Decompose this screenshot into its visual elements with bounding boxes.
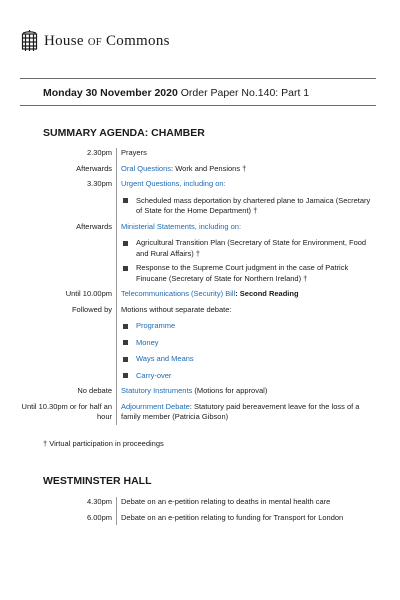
bullet-square-icon <box>123 266 128 271</box>
agenda-row <box>20 513 376 526</box>
list-item: Scheduled mass deportation by chartered plane to Jamaica (Secretary of State for the Home Department) † <box>121 196 376 217</box>
agenda-row <box>20 289 376 305</box>
bullet-square-icon <box>123 373 128 378</box>
urgent-questions-link[interactable]: Urgent Questions, including on: <box>121 179 226 188</box>
money-link[interactable]: Money <box>136 337 159 347</box>
house-of-commons-logo <box>20 28 170 54</box>
portcullis-icon <box>20 29 39 53</box>
agenda-item: Adjournment Debate: Statutory paid bereavement leave for the loss of a family member (Patricia Gibson) <box>116 402 376 425</box>
agenda-time: 2.30pm <box>86 148 112 157</box>
list-item <box>121 321 376 332</box>
list-item: Agricultural Transition Plan (Secretary of State for Environment, Food and Rural Affairs) † <box>121 238 376 259</box>
agenda-time: Until 10.00pm <box>65 289 112 298</box>
header-rule-top <box>20 78 376 79</box>
agenda-item-prayers: Prayers <box>116 148 376 164</box>
bullet-square-icon <box>123 324 128 329</box>
list-item <box>121 354 376 365</box>
agenda-time: 6.00pm <box>86 512 112 522</box>
agenda-item: Motions without separate debate: Programme Money Ways and Means Carry-over <box>116 305 376 387</box>
agenda-row <box>20 148 376 164</box>
agenda-row <box>20 305 376 387</box>
agenda-time: Afterwards <box>76 163 112 173</box>
bullet-square-icon <box>123 357 128 362</box>
agenda-item: Statutory Instruments (Motions for approval) <box>116 386 376 402</box>
agenda-item: Debate on an e-petition relating to funding for Transport for London <box>116 513 376 526</box>
agenda-row <box>20 222 376 290</box>
statutory-instruments-link[interactable]: Statutory Instruments <box>121 386 193 395</box>
agenda-row <box>20 402 376 425</box>
agenda-item: Oral Questions: Work and Pensions † <box>116 164 376 180</box>
agenda-time: Followed by <box>71 304 112 314</box>
agenda-item: Debate on an e-petition relating to deaths in mental health care <box>116 497 376 513</box>
carry-over-link[interactable]: Carry-over <box>136 370 172 380</box>
agenda-time: No debate <box>77 386 112 395</box>
ways-and-means-link[interactable]: Ways and Means <box>136 354 194 363</box>
bullet-square-icon <box>123 198 128 203</box>
list-item: Response to the Supreme Court judgment in the case of Patrick Finucane (Secretary of State for Northern Ireland) † <box>121 263 376 284</box>
bullet-square-icon <box>123 241 128 246</box>
virtual-participation-note: † Virtual participation in proceedings <box>43 439 164 448</box>
order-paper-title: Monday 30 November 2020 Order Paper No.140: Part 1 <box>43 87 310 99</box>
westminster-hall-title: WESTMINSTER HALL <box>43 475 152 487</box>
agenda-time: 4.30pm <box>86 497 112 506</box>
westminster-agenda <box>20 497 376 525</box>
agenda-time: Until 10.30pm or for half an hour <box>21 401 112 421</box>
agenda-row <box>20 386 376 402</box>
agenda-time: Afterwards <box>76 221 112 231</box>
agenda-item <box>116 222 376 290</box>
logo-wordmark: House OF Commons <box>44 32 170 49</box>
agenda-row <box>20 179 376 222</box>
ministerial-statements-link[interactable]: Ministerial Statements, including on: <box>121 221 242 231</box>
agenda-row <box>20 164 376 180</box>
list-item <box>121 338 376 349</box>
agenda-time: 3.30pm <box>86 179 112 188</box>
list-item <box>121 371 376 382</box>
chamber-agenda <box>20 148 376 425</box>
agenda-item <box>116 179 376 222</box>
chamber-section-title: SUMMARY AGENDA: CHAMBER <box>43 127 205 139</box>
header-rule-bottom <box>20 105 376 106</box>
oral-questions-link[interactable]: Oral Questions <box>121 163 172 173</box>
agenda-item: Telecommunications (Security) Bill: Second Reading <box>116 289 376 305</box>
telecoms-bill-link[interactable]: Telecommunications (Security) Bill <box>121 289 236 298</box>
agenda-row <box>20 497 376 513</box>
programme-link[interactable]: Programme <box>136 321 176 330</box>
bullet-square-icon <box>123 340 128 345</box>
adjournment-debate-link[interactable]: Adjournment Debate <box>121 401 190 411</box>
